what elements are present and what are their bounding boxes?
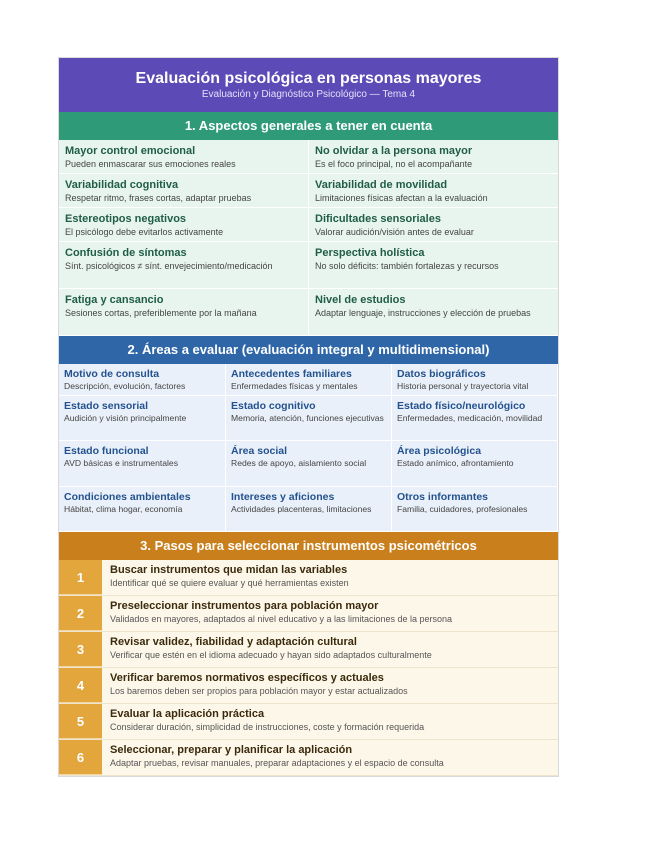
section-evaluation-areas xyxy=(59,336,558,532)
aspects-grid xyxy=(59,140,558,336)
area-description: AVD básicas e instrumentales xyxy=(64,458,178,468)
area-description: Enfermedades, medicación, movilidad xyxy=(397,413,543,423)
section-title: 2. Áreas a evaluar (evaluación integral y multidimensional) xyxy=(59,336,558,364)
step-row xyxy=(59,668,558,704)
aspect-cell xyxy=(59,208,309,242)
steps-list xyxy=(59,560,558,776)
area-cell xyxy=(392,396,558,441)
step-heading: Seleccionar, preparar y planificar la aplicación xyxy=(110,744,353,756)
area-heading: Estado funcional xyxy=(64,445,149,457)
area-cell xyxy=(226,441,392,487)
area-heading: Otros informantes xyxy=(397,491,489,503)
area-heading: Área social xyxy=(231,445,288,457)
section-general-aspects xyxy=(59,112,558,336)
step-number: 5 xyxy=(59,704,102,739)
area-heading: Estado sensorial xyxy=(64,400,149,412)
area-description: Memoria, atención, funciones ejecutivas xyxy=(231,413,384,423)
aspect-description: Es el foco principal, no el acompañante xyxy=(315,159,473,169)
area-heading: Datos biográficos xyxy=(397,368,486,380)
step-description: Verificar que estén en el idioma adecuado y hayan sido adaptados culturalmente xyxy=(110,650,432,660)
step-row xyxy=(59,596,558,632)
aspect-heading: Mayor control emocional xyxy=(65,145,196,157)
area-description: Actividades placenteras, limitaciones xyxy=(231,504,372,514)
aspect-description: Limitaciones físicas afectan a la evaluación xyxy=(315,193,488,203)
aspect-description: No solo déficits: también fortalezas y recursos xyxy=(315,261,499,271)
area-description: Enfermedades físicas y mentales xyxy=(231,381,358,391)
area-description: Familia, cuidadores, profesionales xyxy=(397,504,528,514)
step-row xyxy=(59,704,558,740)
area-description: Hábitat, clima hogar, economía xyxy=(64,504,183,514)
step-row xyxy=(59,560,558,596)
page-title: Evaluación psicológica en personas mayores xyxy=(135,70,482,87)
aspect-heading: Fatiga y cansancio xyxy=(65,294,164,306)
aspect-cell xyxy=(309,208,558,242)
area-heading: Área psicológica xyxy=(397,445,482,457)
step-number: 2 xyxy=(59,596,102,631)
step-description: Considerar duración, simplicidad de instrucciones, coste y formación requerida xyxy=(110,722,425,732)
aspect-heading: Nivel de estudios xyxy=(315,294,406,306)
area-heading: Estado cognitivo xyxy=(231,400,316,412)
area-cell xyxy=(59,441,226,487)
aspect-cell xyxy=(59,242,309,289)
section-instrument-steps xyxy=(59,532,558,776)
step-heading: Preseleccionar instrumentos para población mayor xyxy=(110,600,379,612)
step-number: 6 xyxy=(59,740,102,775)
aspect-heading: No olvidar a la persona mayor xyxy=(315,145,473,157)
step-body xyxy=(102,632,558,667)
area-cell xyxy=(226,364,392,396)
aspect-cell xyxy=(309,242,558,289)
area-description: Audición y visión principalmente xyxy=(64,413,187,423)
area-cell xyxy=(392,487,558,532)
aspect-description: Valorar audición/visión antes de evaluar xyxy=(315,227,474,237)
aspect-heading: Estereotipos negativos xyxy=(65,213,187,225)
area-heading: Intereses y aficiones xyxy=(231,491,335,503)
area-cell xyxy=(226,396,392,441)
area-cell xyxy=(59,396,226,441)
page-subtitle: Evaluación y Diagnóstico Psicológico — Tema 4 xyxy=(201,89,416,100)
area-cell xyxy=(59,364,226,396)
summary-card xyxy=(58,57,559,777)
step-heading: Verificar baremos normativos específicos y actuales xyxy=(110,672,384,684)
step-heading: Revisar validez, fiabilidad y adaptación cultural xyxy=(110,636,357,648)
areas-grid xyxy=(59,364,558,532)
step-description: Los baremos deben ser propios para población mayor y estar actualizados xyxy=(110,686,408,696)
step-heading: Evaluar la aplicación práctica xyxy=(110,708,265,720)
aspect-cell xyxy=(59,140,309,174)
step-row xyxy=(59,740,558,776)
aspect-heading: Variabilidad cognitiva xyxy=(65,179,179,191)
area-cell xyxy=(392,364,558,396)
area-description: Historia personal y trayectoria vital xyxy=(397,381,529,391)
step-body xyxy=(102,596,558,631)
step-description: Validados en mayores, adaptados al nivel educativo y a las limitaciones de la persona xyxy=(110,614,453,624)
aspect-heading: Confusión de síntomas xyxy=(65,247,187,259)
area-heading: Antecedentes familiares xyxy=(231,368,352,380)
aspect-cell xyxy=(59,174,309,208)
card-header xyxy=(59,58,558,112)
aspect-description: Pueden enmascarar sus emociones reales xyxy=(65,159,236,169)
aspect-heading: Variabilidad de movilidad xyxy=(315,179,448,191)
step-number: 1 xyxy=(59,560,102,595)
area-description: Estado anímico, afrontamiento xyxy=(397,458,514,468)
area-heading: Estado físico/neurológico xyxy=(397,400,526,412)
aspect-description: Respetar ritmo, frases cortas, adaptar pruebas xyxy=(65,193,252,203)
area-description: Descripción, evolución, factores xyxy=(64,381,186,391)
step-description: Identificar qué se quiere evaluar y qué herramientas existen xyxy=(110,578,349,588)
step-body xyxy=(102,740,558,775)
aspect-description: Sínt. psicológicos ≠ sínt. envejecimiento/medicación xyxy=(65,261,273,271)
section-title: 1. Aspectos generales a tener en cuenta xyxy=(59,112,558,140)
step-body xyxy=(102,704,558,739)
step-row xyxy=(59,632,558,668)
step-number: 4 xyxy=(59,668,102,703)
step-body xyxy=(102,560,558,595)
aspect-cell xyxy=(309,289,558,336)
aspect-description: Sesiones cortas, preferiblemente por la mañana xyxy=(65,308,257,318)
area-heading: Condiciones ambientales xyxy=(64,491,191,503)
step-body xyxy=(102,668,558,703)
area-cell xyxy=(226,487,392,532)
area-cell xyxy=(59,487,226,532)
aspect-description: Adaptar lenguaje, instrucciones y elección de pruebas xyxy=(315,308,531,318)
aspect-description: El psicólogo debe evitarlos activamente xyxy=(65,227,224,237)
aspect-heading: Perspectiva holística xyxy=(315,247,425,259)
step-description: Adaptar pruebas, revisar manuales, preparar adaptaciones y el espacio de consulta xyxy=(110,758,444,768)
section-title: 3. Pasos para seleccionar instrumentos psicométricos xyxy=(59,532,558,560)
aspect-cell xyxy=(59,289,309,336)
area-heading: Motivo de consulta xyxy=(64,368,160,380)
aspect-cell xyxy=(309,140,558,174)
area-cell xyxy=(392,441,558,487)
aspect-cell xyxy=(309,174,558,208)
step-number: 3 xyxy=(59,632,102,667)
area-description: Redes de apoyo, aislamiento social xyxy=(231,458,367,468)
aspect-heading: Dificultades sensoriales xyxy=(315,213,441,225)
step-heading: Buscar instrumentos que midan las variables xyxy=(110,564,348,576)
